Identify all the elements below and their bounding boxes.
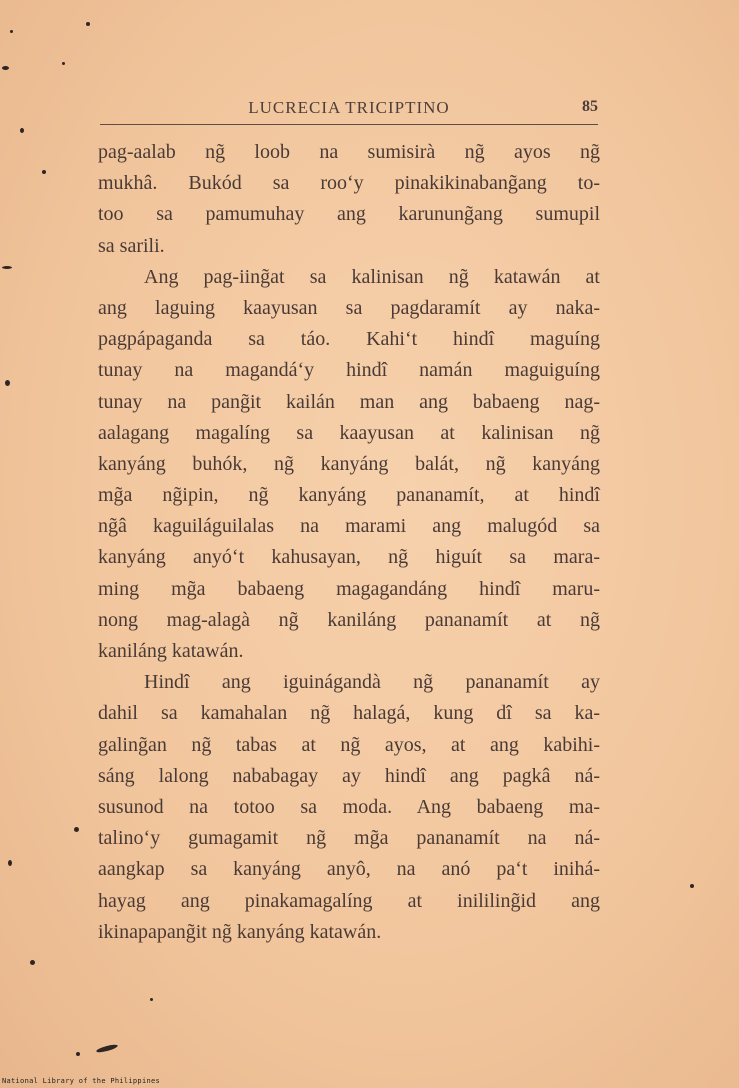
page-speck	[76, 1052, 80, 1056]
text-line: ng̃â kaguiláguilalas na marami ang malugód sa	[98, 515, 600, 538]
text-line: susunod na totoo sa moda. Ang babaeng ma-	[98, 795, 600, 818]
text-line: talino‘y gumagamit ng̃ mg̃a pananamít na ná-	[98, 827, 600, 850]
page-speck	[86, 22, 90, 26]
text-line: too sa pamumuhay ang karunung̃ang sumupil	[98, 203, 600, 226]
text-line: ang laguing kaayusan sa pagdaramít ay naka-	[98, 296, 600, 319]
page-speck	[30, 960, 35, 965]
page-number: 85	[582, 98, 598, 115]
text-line: aangkap sa kanyáng anyô, na anó pa‘t inihá-	[98, 858, 600, 881]
text-line: tunay na pang̃it kailán man ang babaeng nag-	[98, 390, 600, 413]
page-speck	[10, 30, 13, 33]
page-speck	[690, 884, 694, 888]
text-line: sáng lalong nababagay ay hindî ang pagkâ ná-	[98, 764, 600, 787]
library-credit: National Library of the Philippines	[2, 1077, 161, 1085]
page-speck	[74, 827, 79, 832]
text-line: kaniláng katawán.	[98, 640, 244, 662]
page-speck	[62, 62, 65, 65]
body-text	[98, 137, 600, 948]
text-line: nong mag-alagà ng̃ kaniláng pananamít at ng̃	[98, 608, 600, 631]
page-speck	[20, 128, 24, 133]
page-speck	[2, 66, 9, 70]
text-line: tunay na magandá‘y hindî namán maguiguíng	[98, 359, 600, 382]
text-line: mukhâ. Bukód sa roo‘y pinakikinabang̃ang to-	[98, 172, 600, 195]
page-speck	[150, 998, 153, 1001]
text-line: hayag ang pinakamagalíng at inililing̃id ang	[98, 889, 600, 912]
page-speck	[5, 380, 10, 386]
page-speck	[42, 170, 46, 174]
text-line: sa sarili.	[98, 234, 165, 257]
text-line: aalagang magalíng sa kaayusan at kalinisan ng̃	[98, 421, 600, 444]
text-line: pag-aalab ng̃ loob na sumisirà ng̃ ayos ng̃	[98, 141, 600, 163]
text-line: dahil sa kamahalan ng̃ halagá, kung dî sa ka-	[98, 702, 600, 725]
text-line: Hindî ang iguinágandà ng̃ pananamít ay	[144, 671, 600, 694]
page-speck	[8, 860, 12, 866]
text-line: kanyáng buhók, ng̃ kanyáng balát, ng̃ kanyáng	[98, 452, 600, 475]
text-line: pagpápaganda sa táo. Kahi‘t hindî maguíng	[98, 328, 600, 351]
text-line: kanyáng anyó‘t kahusayan, ng̃ higuít sa mara-	[98, 546, 600, 569]
text-line: ikinapapang̃it ng̃ kanyáng katawán.	[98, 920, 382, 943]
text-line: ming mg̃a babaeng magagandáng hindî maru-	[98, 577, 600, 600]
page-header	[100, 96, 598, 125]
text-line: mg̃a ng̃ipin, ng̃ kanyáng pananamít, at hindî	[98, 484, 600, 507]
text-line: galing̃an ng̃ tabas at ng̃ ayos, at ang kabihi-	[98, 733, 600, 756]
page-speck	[96, 1043, 119, 1054]
page-speck	[2, 266, 12, 269]
running-title: LUCRECIA TRICIPTINO	[248, 98, 450, 117]
text-line: Ang pag-iing̃at sa kalinisan ng̃ katawán at	[144, 265, 600, 288]
